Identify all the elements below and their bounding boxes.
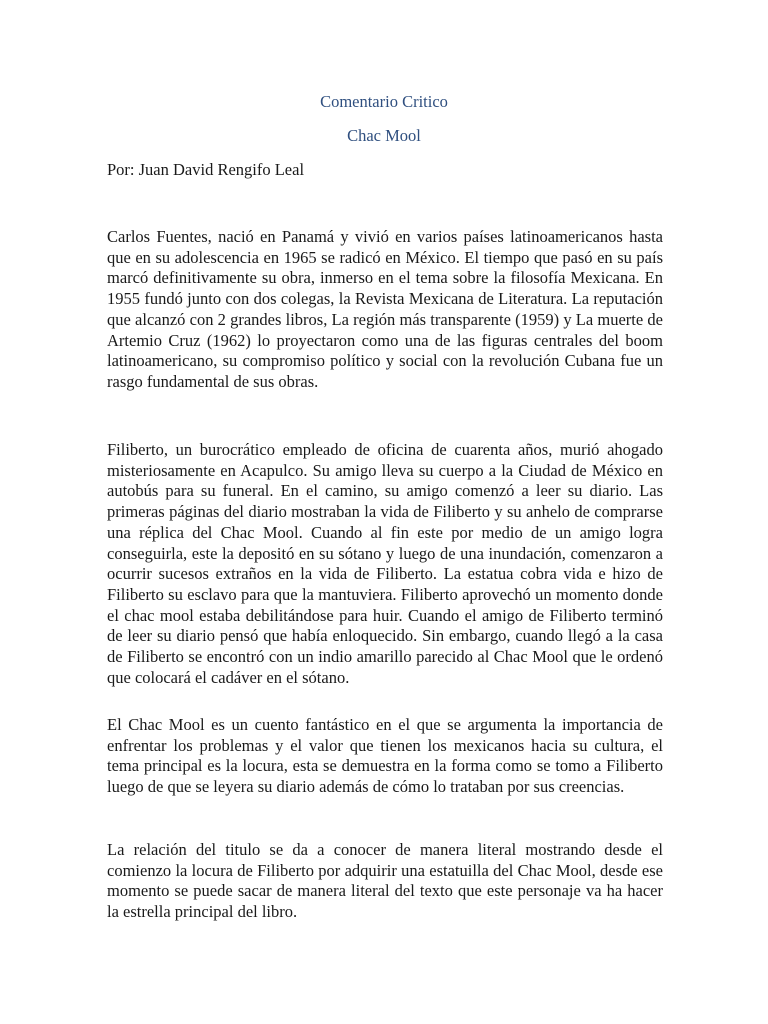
document-subtitle: Chac Mool xyxy=(347,126,421,145)
paragraph-theme: El Chac Mool es un cuento fantástico en el que se argumenta la importancia de enfrentar los problemas y el valor que tienen los mexicanos hacia su cultura, el tema principal es la locura, esta se demuestra en la forma como se tomo a Filiberto luego de que se leyera su diario además de cómo lo trataban por sus creencias. xyxy=(107,715,663,797)
paragraph-title-relation: La relación del titulo se da a conocer de manera literal mostrando desde el comienzo la locura de Filiberto por adquirir una estatuilla del Chac Mool, desde ese momento se puede sacar de manera literal del texto que este personaje va ha hacer la estrella principal del libro. xyxy=(107,840,663,922)
author-line: Por: Juan David Rengifo Leal xyxy=(107,160,305,179)
paragraph-author-bio: Carlos Fuentes, nació en Panamá y vivió en varios países latinoamericanos hasta que en su adolescencia en 1965 se radicó en México. El tiempo que pasó en su país marcó definitivamente su obra, inmerso en el tema sobre la filosofía Mexicana. En 1955 fundó junto con dos colegas, la Revista Mexicana de Literatura. La reputación que alcanzó con 2 grandes libros, La región más transparente (1959) y La muerte de Artemio Cruz (1962) lo proyectaron como una de las figuras centrales del boom latinoamericano, su compromiso político y social con la revolución Cubana fue un rasgo fundamental de sus obras. xyxy=(107,227,663,391)
paragraph-plot-summary: Filiberto, un burocrático empleado de oficina de cuarenta años, murió ahogado misteriosamente en Acapulco. Su amigo lleva su cuerpo a la Ciudad de México en autobús para su funeral. En el camino, su amigo comenzó a leer su diario. Las primeras páginas del diario mostraban la vida de Filiberto y su anhelo de comprarse una réplica del Chac Mool. Cuando al fin este por medio de un amigo logra conseguirla, este la depositó en su sótano y luego de una inundación, comenzaron a ocurrir sucesos extraños en la vida de Filiberto. La estatua cobra vida e hizo de Filiberto su esclavo para que la mantuviera. Filiberto aprovechó un momento donde el chac mool estaba debilitándose para huir. Cuando el amigo de Filiberto terminó de leer su diario pensó que había enloquecido. Sin embargo, cuando llegó a la casa de Filiberto se encontró con un indio amarillo parecido al Chac Mool que le ordenó que colocará el cadáver en el sótano. xyxy=(107,440,663,687)
document-title: Comentario Critico xyxy=(320,92,448,111)
